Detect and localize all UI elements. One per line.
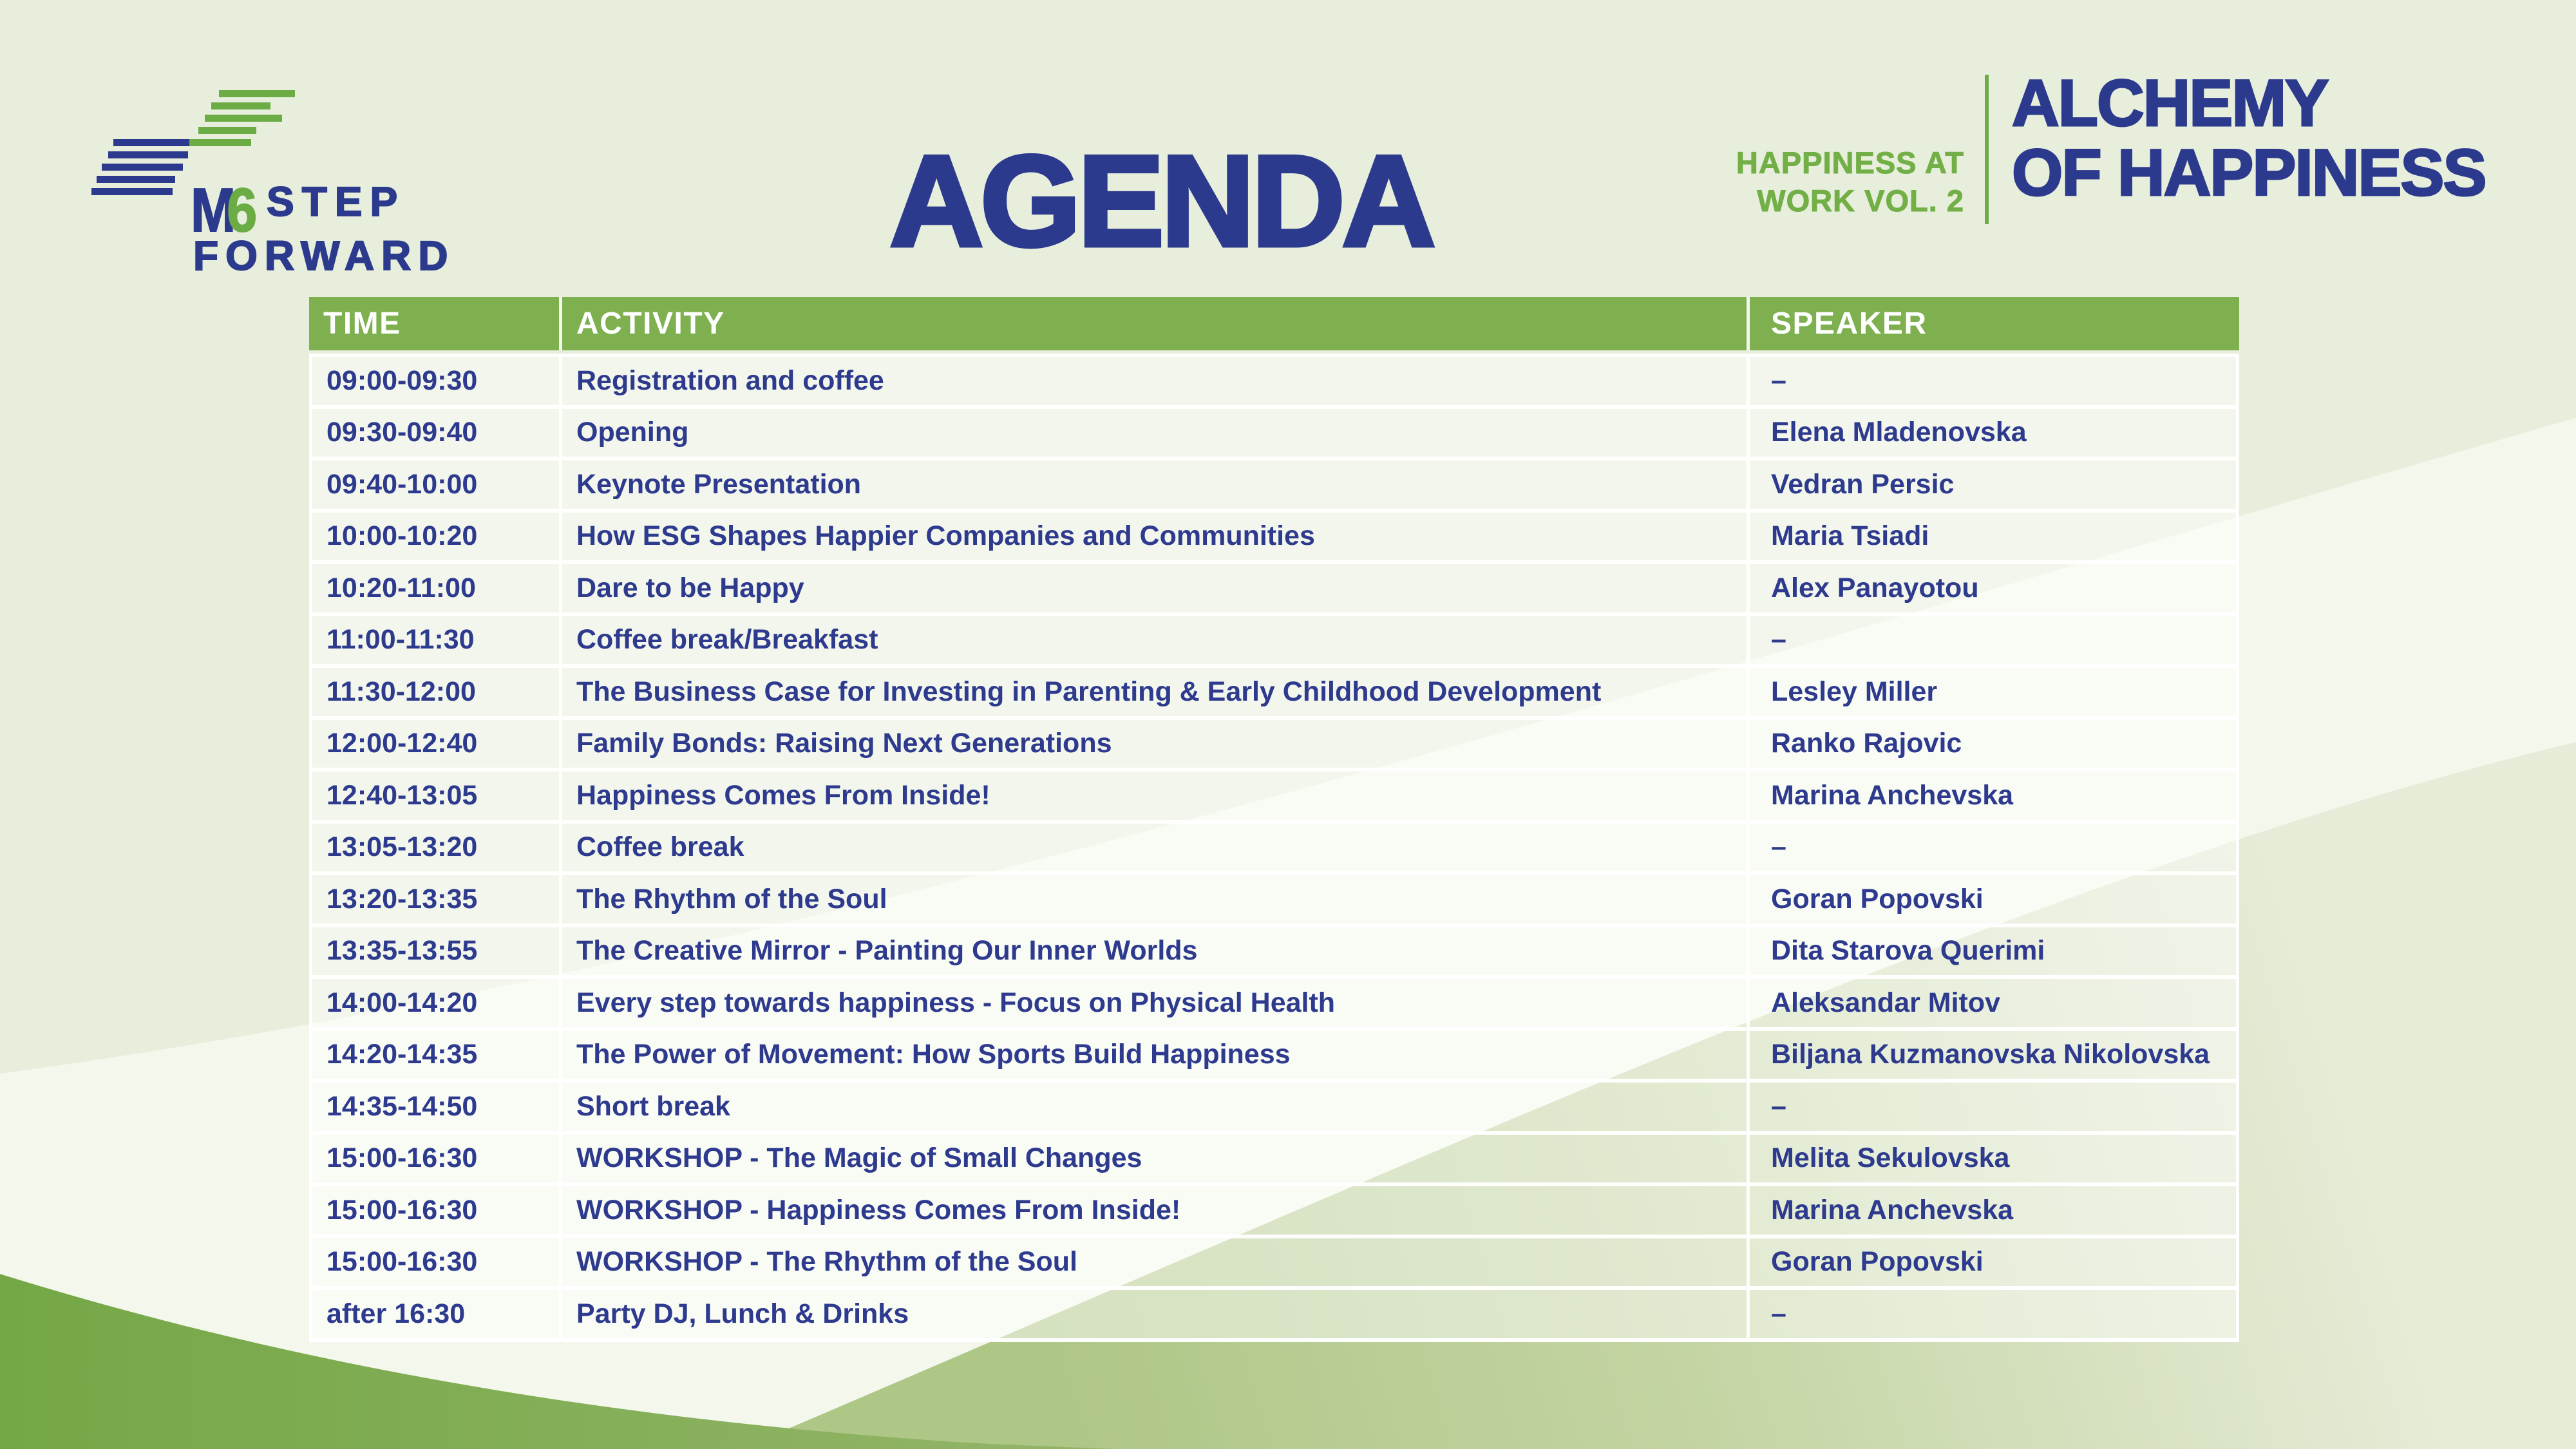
cell-time: 10:20-11:00 xyxy=(309,564,559,612)
table-row xyxy=(309,979,2239,1031)
table-row xyxy=(309,1135,2239,1187)
cell-time: after 16:30 xyxy=(309,1290,559,1338)
table-row xyxy=(309,875,2239,927)
cell-activity: Dare to be Happy xyxy=(559,564,1747,612)
cell-speaker: – xyxy=(1747,824,2239,872)
table-row xyxy=(309,1290,2239,1342)
table-row xyxy=(309,513,2239,565)
event-tagline-line1: HAPPINESS AT xyxy=(1736,146,1964,180)
cell-activity: Registration and coffee xyxy=(559,357,1747,405)
table-row xyxy=(309,1186,2239,1238)
cell-time: 13:05-13:20 xyxy=(309,824,559,872)
event-name-line1: ALCHEMY xyxy=(2012,66,2328,140)
cell-time: 15:00-16:30 xyxy=(309,1135,559,1183)
table-row xyxy=(309,357,2239,409)
cell-speaker: Dita Starova Querimi xyxy=(1747,927,2239,976)
cell-speaker: Goran Popovski xyxy=(1747,1238,2239,1287)
cell-speaker: Marina Anchevska xyxy=(1747,772,2239,820)
cell-activity: Opening xyxy=(559,409,1747,457)
cell-activity: The Rhythm of the Soul xyxy=(559,875,1747,923)
cell-time: 09:40-10:00 xyxy=(309,460,559,509)
cell-speaker: – xyxy=(1747,1083,2239,1131)
table-row xyxy=(309,720,2239,772)
table-row xyxy=(309,1031,2239,1083)
column-header-time: TIME xyxy=(323,307,401,341)
table-row xyxy=(309,772,2239,824)
cell-time: 13:35-13:55 xyxy=(309,927,559,976)
cell-activity: Short break xyxy=(559,1083,1747,1131)
vertical-divider xyxy=(1985,75,1989,224)
cell-time: 15:00-16:30 xyxy=(309,1238,559,1287)
table-row xyxy=(309,824,2239,876)
table-row xyxy=(309,460,2239,513)
table-row xyxy=(309,616,2239,668)
event-name xyxy=(2012,66,2486,210)
cell-activity: Every step towards happiness - Focus on Physical Health xyxy=(559,979,1747,1027)
cell-time: 09:30-09:40 xyxy=(309,409,559,457)
table-row xyxy=(309,564,2239,616)
event-tagline xyxy=(1736,144,1964,220)
table-row xyxy=(309,1238,2239,1291)
cell-time: 12:00-12:40 xyxy=(309,720,559,768)
cell-time: 13:20-13:35 xyxy=(309,875,559,923)
cell-speaker: – xyxy=(1747,616,2239,665)
cell-time: 14:00-14:20 xyxy=(309,979,559,1027)
agenda-table xyxy=(309,297,2239,1342)
table-row xyxy=(309,409,2239,461)
event-tagline-line2: WORK VOL. 2 xyxy=(1757,183,1964,218)
logo-m6: M6 xyxy=(191,176,254,245)
column-header-speaker: SPEAKER xyxy=(1747,297,2239,350)
cell-speaker: Goran Popovski xyxy=(1747,875,2239,923)
logo-forward: FORWARD xyxy=(193,232,455,279)
cell-activity: WORKSHOP - The Magic of Small Changes xyxy=(559,1135,1747,1183)
cell-time: 15:00-16:30 xyxy=(309,1186,559,1235)
cell-activity: The Creative Mirror - Painting Our Inner Worlds xyxy=(559,927,1747,976)
cell-speaker: Alex Panayotou xyxy=(1747,564,2239,612)
cell-speaker: Elena Mladenovska xyxy=(1747,409,2239,457)
cell-time: 14:20-14:35 xyxy=(309,1031,559,1079)
event-name-line2: OF HAPPINESS xyxy=(2012,136,2486,210)
cell-speaker: Ranko Rajovic xyxy=(1747,720,2239,768)
cell-time: 11:30-12:00 xyxy=(309,668,559,716)
cell-activity: WORKSHOP - The Rhythm of the Soul xyxy=(559,1238,1747,1287)
cell-activity: Keynote Presentation xyxy=(559,460,1747,509)
cell-speaker: Marina Anchevska xyxy=(1747,1186,2239,1235)
table-body xyxy=(309,354,2239,1342)
cell-activity: Coffee break/Breakfast xyxy=(559,616,1747,665)
table-header-row xyxy=(309,297,2239,350)
table-row xyxy=(309,927,2239,980)
cell-activity: Coffee break xyxy=(559,824,1747,872)
cell-time: 11:00-11:30 xyxy=(309,616,559,665)
cell-time: 10:00-10:20 xyxy=(309,513,559,561)
cell-activity: Party DJ, Lunch & Drinks xyxy=(559,1290,1747,1338)
cell-activity: WORKSHOP - Happiness Comes From Inside! xyxy=(559,1186,1747,1235)
cell-speaker: – xyxy=(1747,1290,2239,1338)
cell-speaker: Vedran Persic xyxy=(1747,460,2239,509)
cell-speaker: Melita Sekulovska xyxy=(1747,1135,2239,1183)
table-row xyxy=(309,1083,2239,1135)
cell-speaker: Maria Tsiadi xyxy=(1747,513,2239,561)
cell-activity: The Power of Movement: How Sports Build Happiness xyxy=(559,1031,1747,1079)
cell-activity: Family Bonds: Raising Next Generations xyxy=(559,720,1747,768)
cell-activity: The Business Case for Investing in Parenting & Early Childhood Development xyxy=(559,668,1747,716)
cell-activity: How ESG Shapes Happier Companies and Communities xyxy=(559,513,1747,561)
logo-step: STEP xyxy=(267,178,406,225)
cell-speaker: Biljana Kuzmanovska Nikolovska xyxy=(1747,1031,2239,1079)
cell-time: 12:40-13:05 xyxy=(309,772,559,820)
table-row xyxy=(309,668,2239,720)
cell-activity: Happiness Comes From Inside! xyxy=(559,772,1747,820)
cell-time: 09:00-09:30 xyxy=(309,357,559,405)
cell-speaker: – xyxy=(1747,357,2239,405)
cell-time: 14:35-14:50 xyxy=(309,1083,559,1131)
cell-speaker: Aleksandar Mitov xyxy=(1747,979,2239,1027)
column-header-activity: ACTIVITY xyxy=(559,297,1747,350)
cell-speaker: Lesley Miller xyxy=(1747,668,2239,716)
page-title: AGENDA xyxy=(890,129,1433,273)
